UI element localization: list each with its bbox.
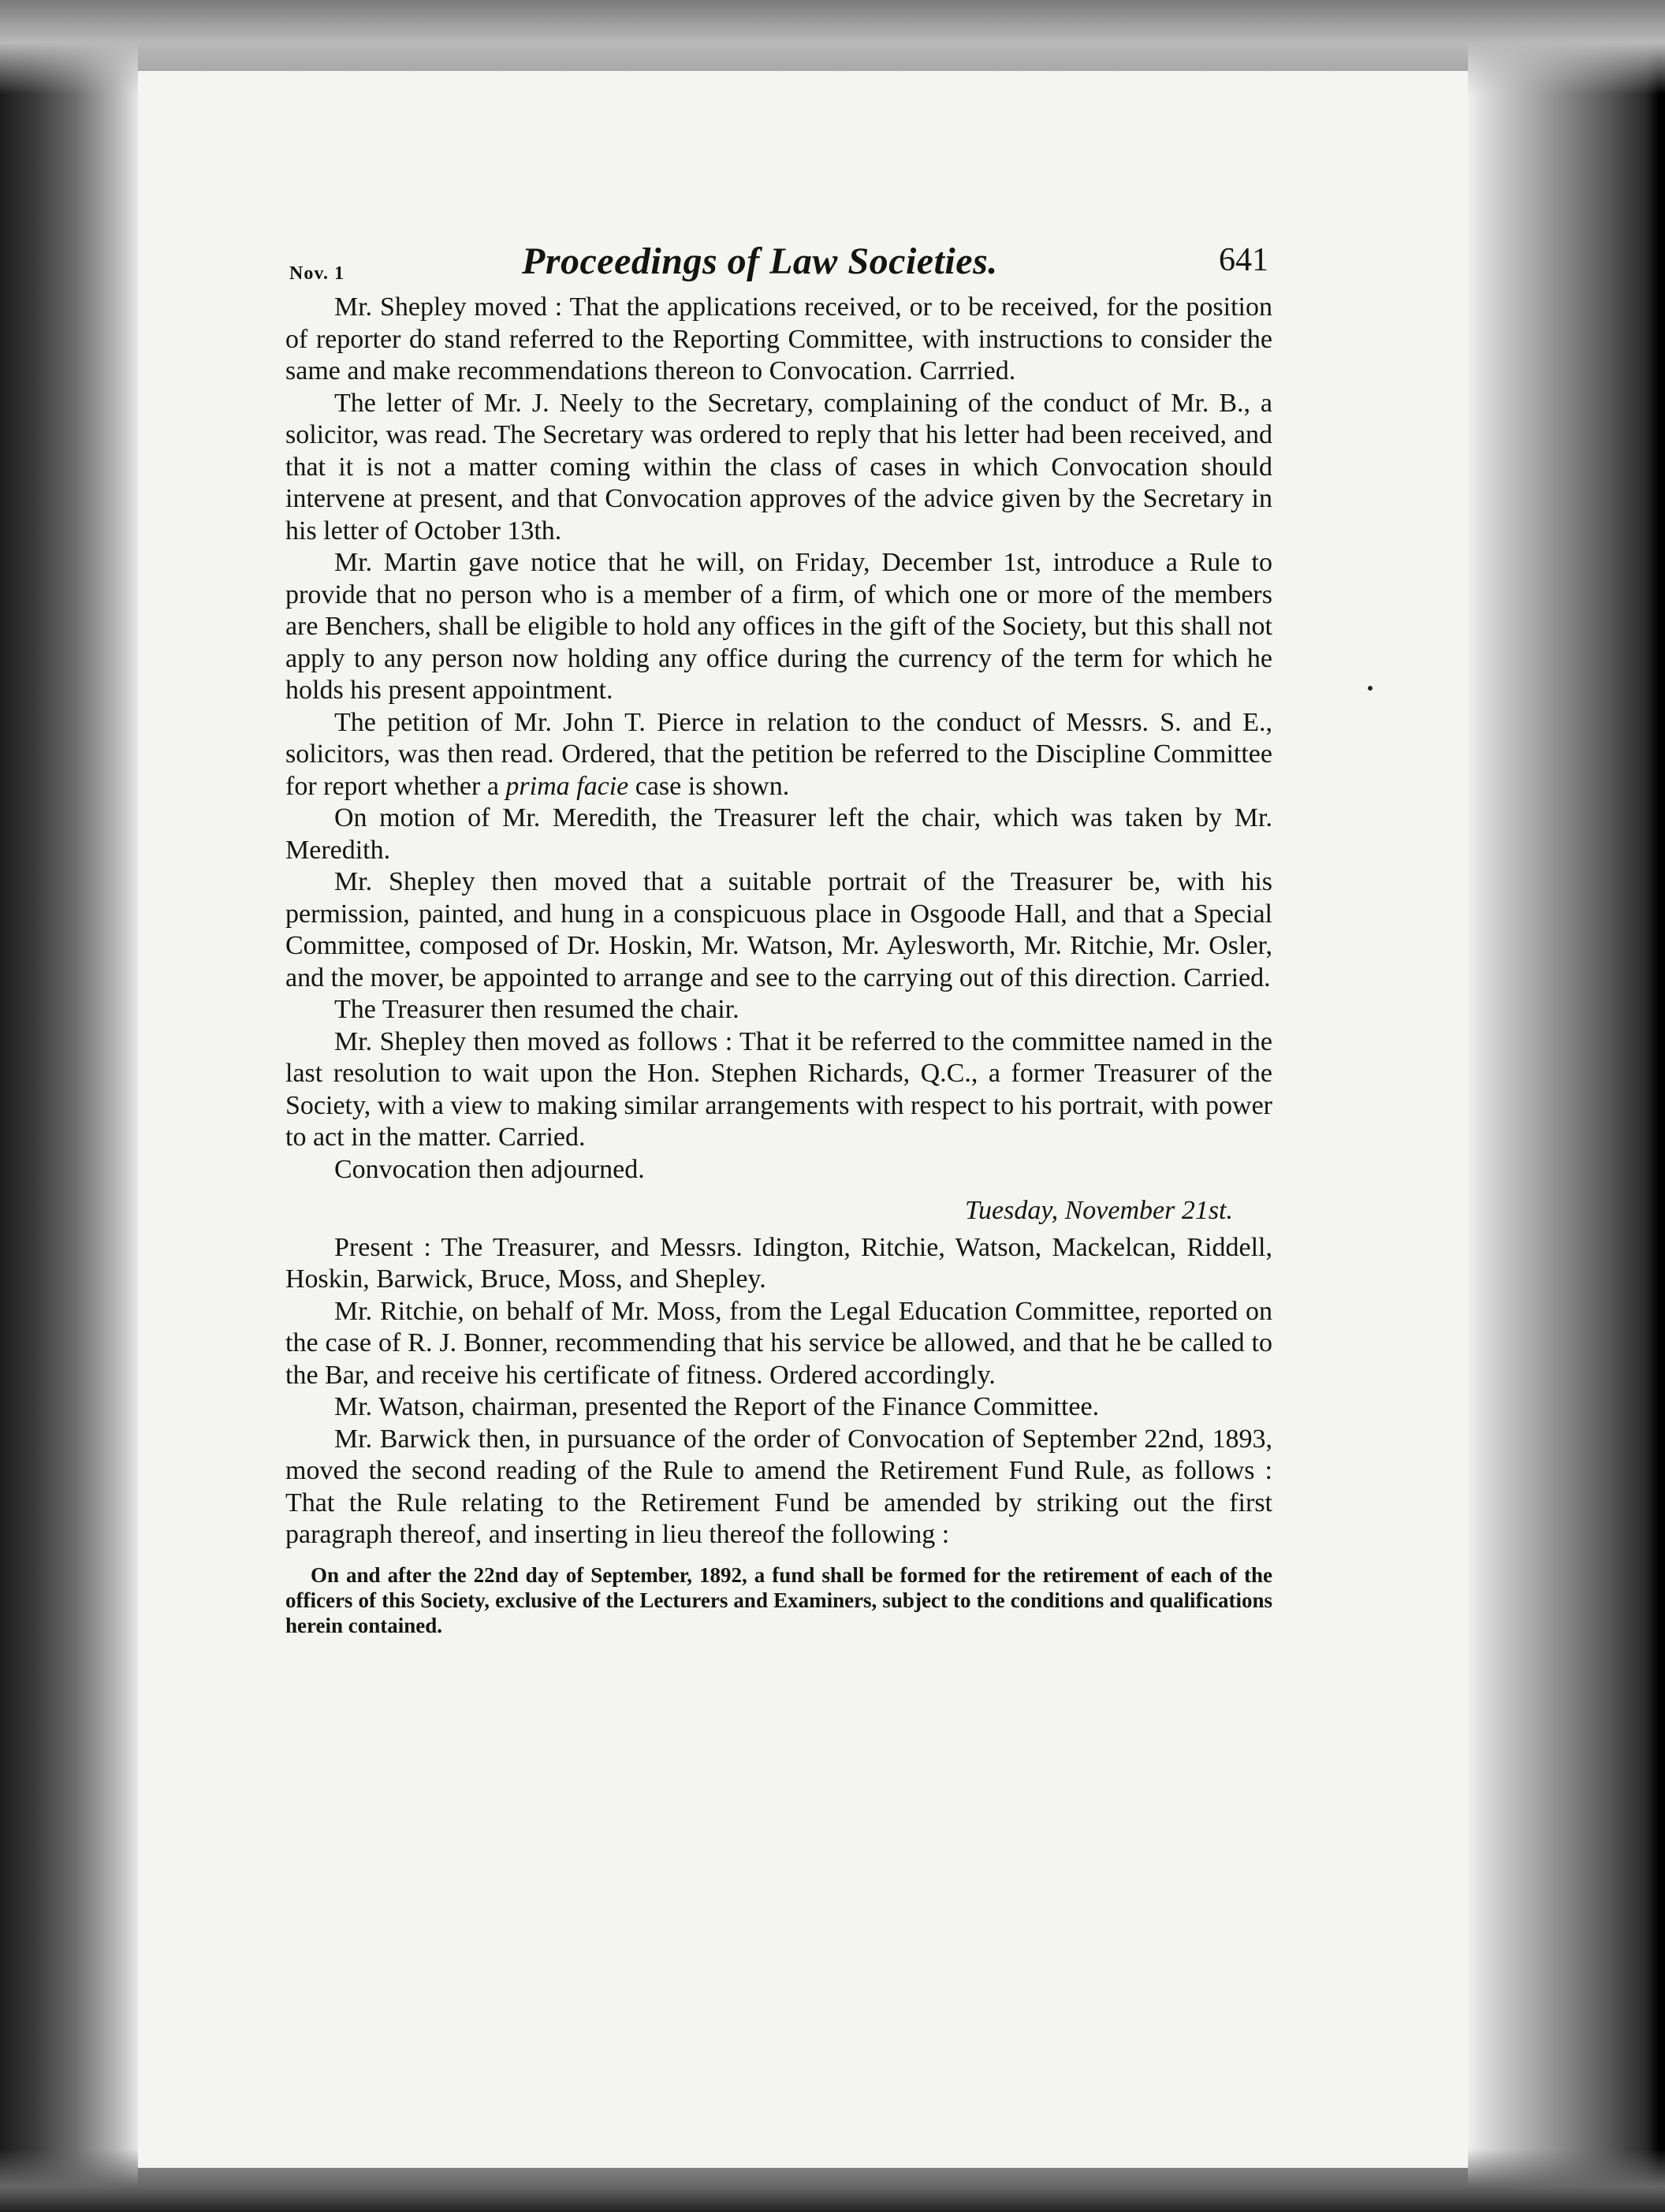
header-title: Proceedings of Law Societies. — [522, 240, 998, 282]
running-head — [285, 236, 1272, 292]
book-spine-shadow-left — [0, 0, 138, 2212]
ink-speck — [1368, 686, 1373, 691]
paragraph-shepley-reporter: Mr. Shepley moved : That the applications received, or to be received, for the position of reporter do stand referred to the Reporting Committee, with instructions to consider the same and make recommendations thereon to Convocation. Carrried. — [285, 292, 1272, 385]
text-block — [285, 236, 1272, 1638]
petition-italic-term: prima facie — [505, 771, 629, 801]
paragraph-neely-letter: The letter of Mr. J. Neely to the Secretary, complaining of the conduct of Mr. B., a solicitor, was read. The Secretary was ordered to reply that his letter had been received, and that it is not a matter coming within the class of cases in which Convocation should intervene at present, and that Convocation approves of the advice given by the Secretary in his letter of October 13th. — [285, 388, 1272, 546]
petition-text-before: The petition of Mr. John T. Pierce in relation to the conduct of Messrs. S. and E., solicitors, was then read. Ordered, that the petition be referred to the Discipline Committee for report whether a — [285, 707, 1272, 801]
paragraph-meredith-motion: On motion of Mr. Meredith, the Treasurer left the chair, which was taken by Mr. Meredith. — [285, 803, 1272, 865]
paragraph-portrait-motion: Mr. Shepley then moved that a suitable portrait of the Treasurer be, with his permission, painted, and hung in a conspicuous place in Osgoode Hall, and that a Special Committee, composed of Dr. Hoskin, Mr. Watson, Mr. Aylesworth, Mr. Ritchie, Mr. Osler, and the mover, be appointed to arrange and see to the carrying out of this direction. Carried. — [285, 867, 1272, 992]
paragraph-treasurer-resumed: The Treasurer then resumed the chair. — [334, 995, 739, 1024]
page-number: 641 — [1219, 242, 1268, 278]
quoted-rule: On and after the 22nd day of September, 1892, a fund shall be formed for the retirement of each of the officers of this Society, exclusive of the Lecturers and Examiners, subject to the conditions and qualifications herein contained. — [285, 1562, 1272, 1637]
paragraph-richards-motion: Mr. Shepley then moved as follows : That it be referred to the committee named in the last resolution to wait upon the Hon. Stephen Richards, Q.C., a former Treasurer of the Society, with a view to making similar arrangements with respect to his portrait, with power to act in the matter. Carried. — [285, 1026, 1272, 1152]
paragraph-pierce-petition — [285, 707, 1272, 803]
paragraph-bonner-report: Mr. Ritchie, on behalf of Mr. Moss, from the Legal Education Committee, reported on the case of R. J. Bonner, recommending that his service be allowed, and that he be called to the Bar, and receive his certificate of fitness. Ordered accordingly. — [285, 1296, 1272, 1390]
paragraph-present: Present : The Treasurer, and Messrs. Idington, Ritchie, Watson, Mackelcan, Riddell, Hoskin, Barwick, Bruce, Moss, and Shepley. — [285, 1232, 1272, 1294]
paragraph-adjourned: Convocation then adjourned. — [334, 1154, 645, 1184]
meeting-dateline: Tuesday, November 21st. — [965, 1196, 1233, 1225]
paragraph-martin-notice: Mr. Martin gave notice that he will, on Friday, December 1st, introduce a Rule to provide that no person who is a member of a firm, of which one or more of the members are Benchers, shall be eligible to hold any offices in the gift of the Society, but this shall not apply to any person now holding any office during the currency of the term for which he holds his present appointment. — [285, 548, 1272, 705]
header-date: Nov. 1 — [289, 263, 345, 284]
paragraph-finance-report: Mr. Watson, chairman, presented the Report of the Finance Committee. — [334, 1392, 1100, 1421]
petition-text-after: case is shown. — [628, 771, 790, 801]
book-edge-shadow-right — [1468, 0, 1665, 2212]
paragraph-barwick-motion: Mr. Barwick then, in pursuance of the order of Convocation of September 22nd, 1893, moved the second reading of the Rule to amend the Retirement Fund Rule, as follows : That the Rule relating to the Retirement Fund be amended by striking out the first paragraph thereof, and inserting in lieu thereof the following : — [285, 1424, 1272, 1549]
